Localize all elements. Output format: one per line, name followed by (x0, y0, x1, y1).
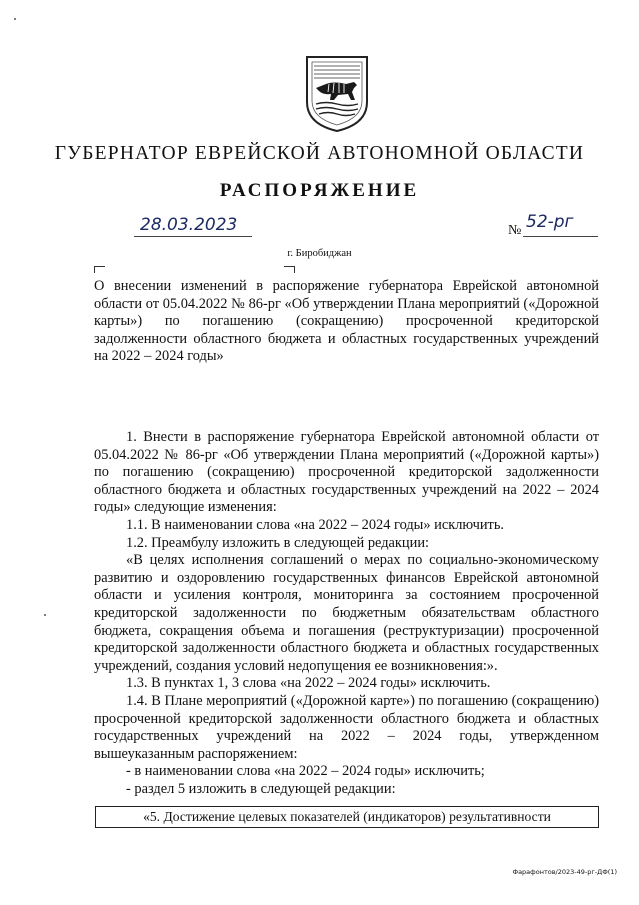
executor-code: Фарафонтов/2023-49-рг-ДФ(1) (512, 868, 617, 876)
paragraph-1: 1. Внести в распоряжение губернатора Еврейской автономной области от 05.04.2022 № 86-рг «Об утверждении Плана мероприятий («Дорожной карты») по погашению (сокращению) просроченной кредиторской задолженности областного бюджета и областных государственных учреждений на 2022 – 2024 годы» следующие изменения: (94, 429, 599, 516)
table-header-cell: «5. Достижение целевых показателей (индикаторов) результативности (95, 806, 599, 828)
paragraph-1-3: 1.3. В пунктах 1, 3 слова «на 2022 – 2024 годы» исключить. (126, 675, 491, 692)
subject-corner-mark-right (284, 266, 295, 273)
document-subject: О внесении изменений в распоряжение губернатора Еврейской автономной области от 05.04.2022 № 86-рг «Об утверждении Плана мероприятий («Дорожной карты») по погашению (сокращению) просроченной кредиторской задолженности областного бюджета и областных государственных учреждений на 2022 – 2024 годы» (94, 278, 599, 365)
paragraph-1-1: 1.1. В наименовании слова «на 2022 – 2024 годы» исключить. (126, 516, 504, 533)
preamble-quote: «В целях исполнения соглашений о мерах по социально-экономическому развитию и оздоровлению государственных финансов Еврейской автономной области и усиления контроля, мониторинга за состоянием просроченной кредиторской задолженности по бюджетным обязательствам областного бюджета, сокращения объема и погашения (реструктуризации) просроченной кредиторской задолженности областного бюджета и областных государственных учреждений, создания условий недопущения ее возникновения:». (94, 552, 599, 674)
scan-speck (44, 614, 46, 616)
subject-corner-mark-left (94, 266, 105, 273)
number-sign: № (508, 223, 522, 238)
city: г. Биробиджан (287, 248, 352, 259)
document-number: 52-рг (526, 212, 574, 232)
number-underline (523, 236, 598, 237)
scan-speck (14, 18, 16, 20)
coat-of-arms-emblem (304, 54, 370, 134)
document-type-title: РАСПОРЯЖЕНИЕ (219, 180, 420, 201)
paragraph-1-2: 1.2. Преамбулу изложить в следующей редакции: (126, 534, 430, 551)
list-item-section-5: - раздел 5 изложить в следующей редакции: (126, 780, 396, 797)
list-item-title-change: - в наименовании слова «на 2022 – 2024 годы» исключить; (126, 763, 485, 780)
issuing-authority: ГУБЕРНАТОР ЕВРЕЙСКОЙ АВТОНОМНОЙ ОБЛАСТИ (54, 143, 585, 164)
date-underline (134, 236, 252, 237)
paragraph-1-4: 1.4. В Плане мероприятий («Дорожной карте») по погашению (сокращению) просроченной кредиторской задолженности областного бюджета и областных государственных учреждений на 2022 – 2024 годы, утвержденном вышеуказанным распоряжением: (94, 692, 599, 762)
document-body (94, 429, 599, 798)
document-date: 28.03.2023 (140, 215, 238, 235)
